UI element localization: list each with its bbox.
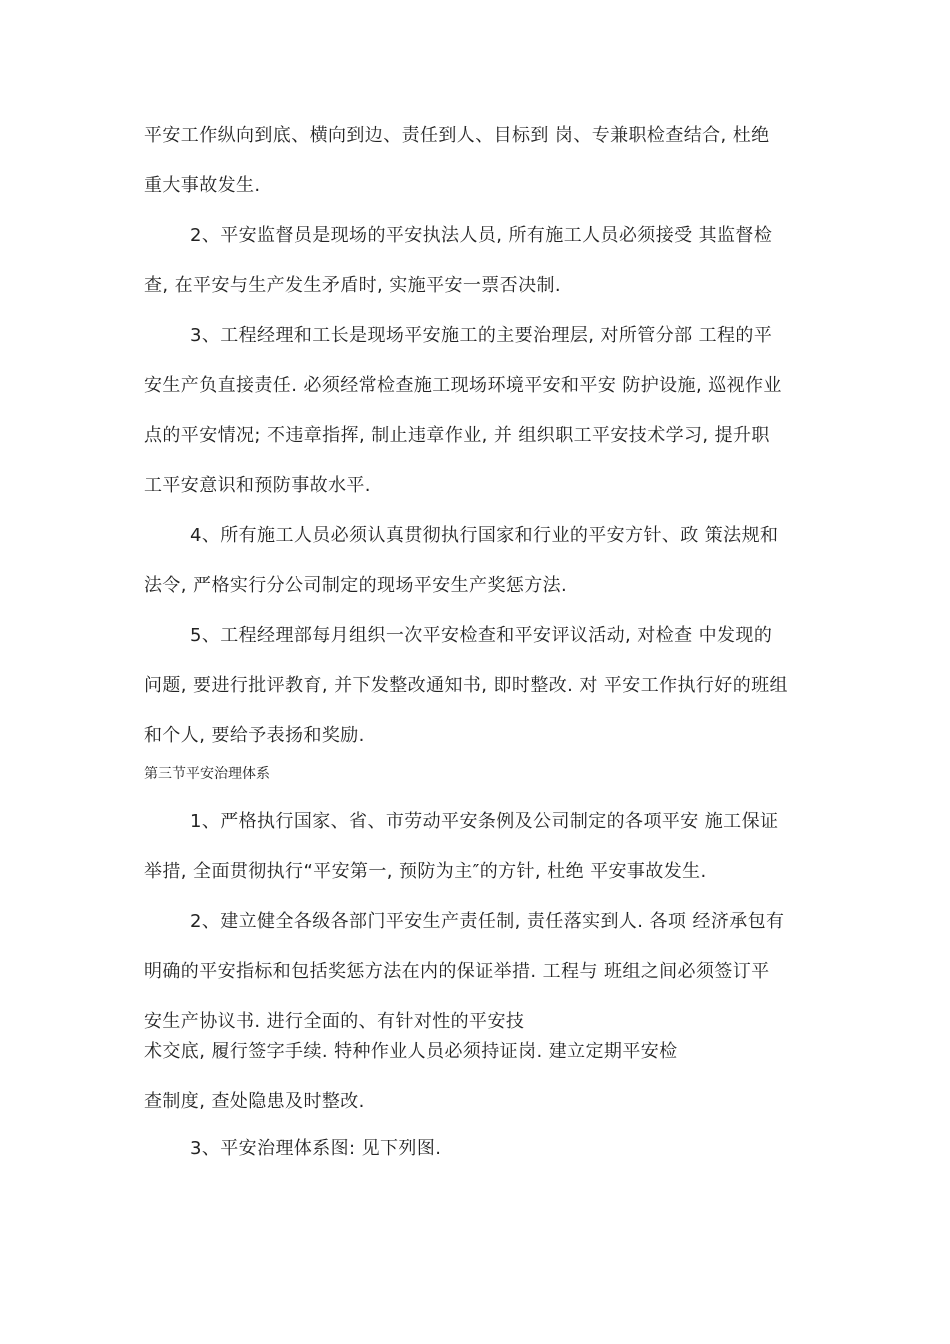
- paragraph-line: 4、所有施工人员必须认真贯彻执行国家和行业的平安方针、政 策法规和: [190, 525, 779, 546]
- paragraph-line: 查, 在平安与生产发生矛盾时, 实施平安一票否决制.: [144, 275, 562, 296]
- paragraph-line: 举措, 全面贯彻执行“平安第一, 预防为主″的方针, 杜绝 平安事故发生.: [144, 861, 707, 882]
- paragraph-line: 重大事故发生.: [144, 175, 261, 196]
- section-heading: 第三节平安治理体系: [144, 766, 270, 782]
- paragraph-line: 明确的平安指标和包括奖惩方法在内的保证举措. 工程与 班组之间必须签订平: [144, 961, 770, 982]
- paragraph-line: 法令, 严格实行分公司制定的现场平安生产奖惩方法.: [144, 575, 568, 596]
- paragraph-line: 2、建立健全各级各部门平安生产责任制, 责任落实到人. 各项 经济承包有: [190, 911, 785, 932]
- paragraph-line: 和个人, 要给予表扬和奖励.: [144, 725, 365, 746]
- paragraph-line: 3、平安治理体系图: 见下列图.: [190, 1138, 442, 1159]
- paragraph-line: 3、工程经理和工长是现场平安施工的主要治理层, 对所管分部 工程的平: [190, 325, 773, 346]
- paragraph-line: 查制度, 查处隐患及时整改.: [144, 1091, 365, 1112]
- paragraph-line: 工平安意识和预防事故水平.: [144, 475, 371, 496]
- paragraph-line: 1、严格执行国家、省、市劳动平安条例及公司制定的各项平安 施工保证: [190, 811, 779, 832]
- paragraph-line: 安生产协议书. 进行全面的、有针对性的平安技: [144, 1011, 525, 1032]
- paragraph-line: 术交底, 履行签字手续. 特种作业人员必须持证岗. 建立定期平安检: [144, 1041, 678, 1062]
- paragraph-line: 5、工程经理部每月组织一次平安检查和平安评议活动, 对检查 中发现的: [190, 625, 773, 646]
- paragraph-line: 2、平安监督员是现场的平安执法人员, 所有施工人员必须接受 其监督检: [190, 225, 773, 246]
- paragraph-line: 问题, 要进行批评教育, 并下发整改通知书, 即时整改. 对 平安工作执行好的班组: [144, 675, 788, 696]
- paragraph-line: 安生产负直接责任. 必须经常检查施工现场环境平安和平安 防护设施, 巡视作业: [144, 375, 782, 396]
- paragraph-line: 平安工作纵向到底、横向到边、责任到人、目标到 岗、专兼职检查结合, 杜绝: [144, 125, 770, 146]
- paragraph-line: 点的平安情况; 不违章指挥, 制止违章作业, 并 组织职工平安技术学习, 提升职: [144, 425, 770, 446]
